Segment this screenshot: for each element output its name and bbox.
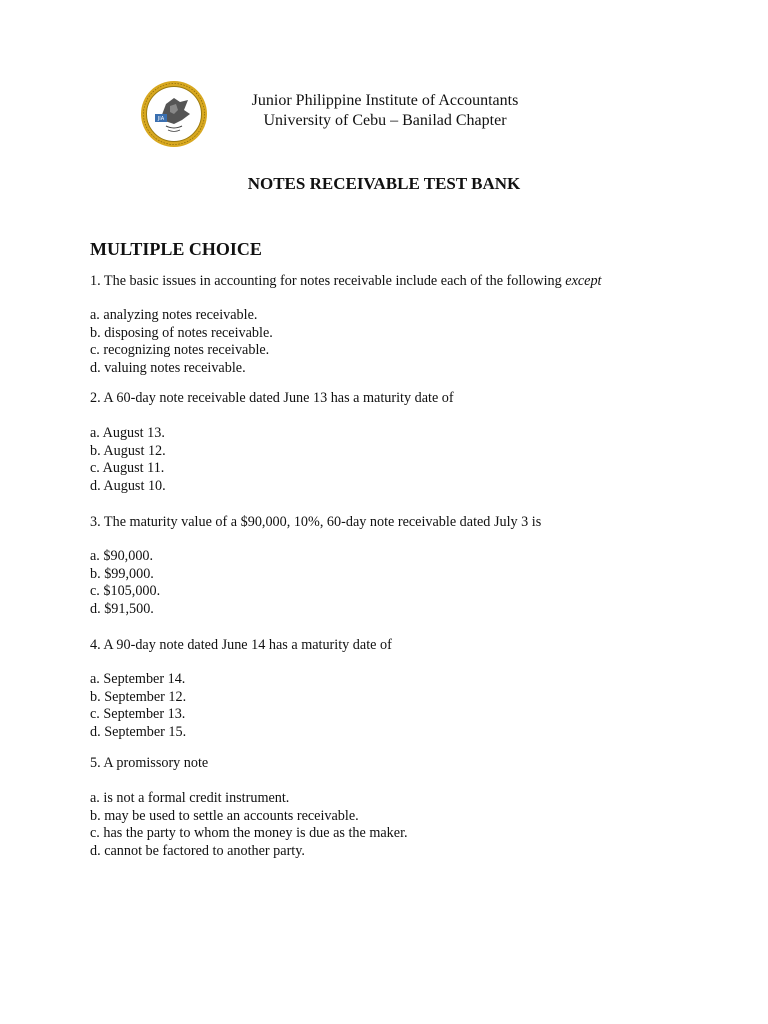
question-4-stem: 4. A 90-day note dated June 14 has a maturity date of (90, 637, 392, 653)
question-stem-emphasis: except (565, 273, 602, 289)
answer-option: b. September 12. (90, 688, 187, 705)
question-2-stem: 2. A 60-day note receivable dated June 13 has a maturity date of (90, 390, 454, 406)
answer-option: b. may be used to settle an accounts receivable. (90, 807, 359, 824)
answer-option: d. valuing notes receivable. (90, 360, 246, 377)
svg-text:JIA: JIA (157, 116, 165, 122)
answer-option: b. August 12. (90, 442, 166, 459)
answer-option: c. $105,000. (90, 583, 161, 600)
answer-option: d. cannot be factored to another party. (90, 843, 305, 860)
answer-option: d. August 10. (90, 478, 166, 495)
answer-option: c. has the party to whom the money is due as the maker. (90, 825, 408, 842)
question-2-options (90, 425, 166, 496)
answer-option: d. September 15. (90, 724, 187, 741)
answer-option: c. recognizing notes receivable. (90, 342, 270, 359)
question-1-stem (90, 272, 602, 290)
answer-option: a. August 13. (90, 425, 165, 441)
question-3-options (90, 548, 160, 619)
answer-option: c. September 13. (90, 706, 186, 723)
answer-option: a. $90,000. (90, 548, 154, 564)
answer-option: c. August 11. (90, 460, 165, 477)
answer-option: b. $99,000. (90, 565, 154, 582)
question-stem-text: 1. The basic issues in accounting for notes receivable include each of the following (90, 273, 562, 289)
section-heading: MULTIPLE CHOICE (90, 239, 262, 259)
org-name-line2: University of Cebu – Banilad Chapter (263, 112, 507, 129)
answer-option: a. analyzing notes receivable. (90, 307, 258, 323)
answer-option: b. disposing of notes receivable. (90, 324, 273, 341)
document-title: NOTES RECEIVABLE TEST BANK (247, 174, 521, 193)
question-5-options (90, 790, 408, 861)
org-name-line1: Junior Philippine Institute of Accountants (251, 92, 519, 109)
answer-option: a. is not a formal credit instrument. (90, 790, 290, 806)
answer-option: a. September 14. (90, 671, 186, 687)
jpia-seal-icon (140, 80, 208, 148)
organization-name (220, 91, 550, 131)
question-1-options (90, 307, 273, 378)
answer-option: d. $91,500. (90, 601, 154, 618)
question-3-stem: 3. The maturity value of a $90,000, 10%, 60-day note receivable dated July 3 is (90, 514, 542, 530)
question-4-options (90, 671, 186, 742)
document-header (140, 80, 640, 150)
question-5-stem: 5. A promissory note (90, 755, 209, 771)
